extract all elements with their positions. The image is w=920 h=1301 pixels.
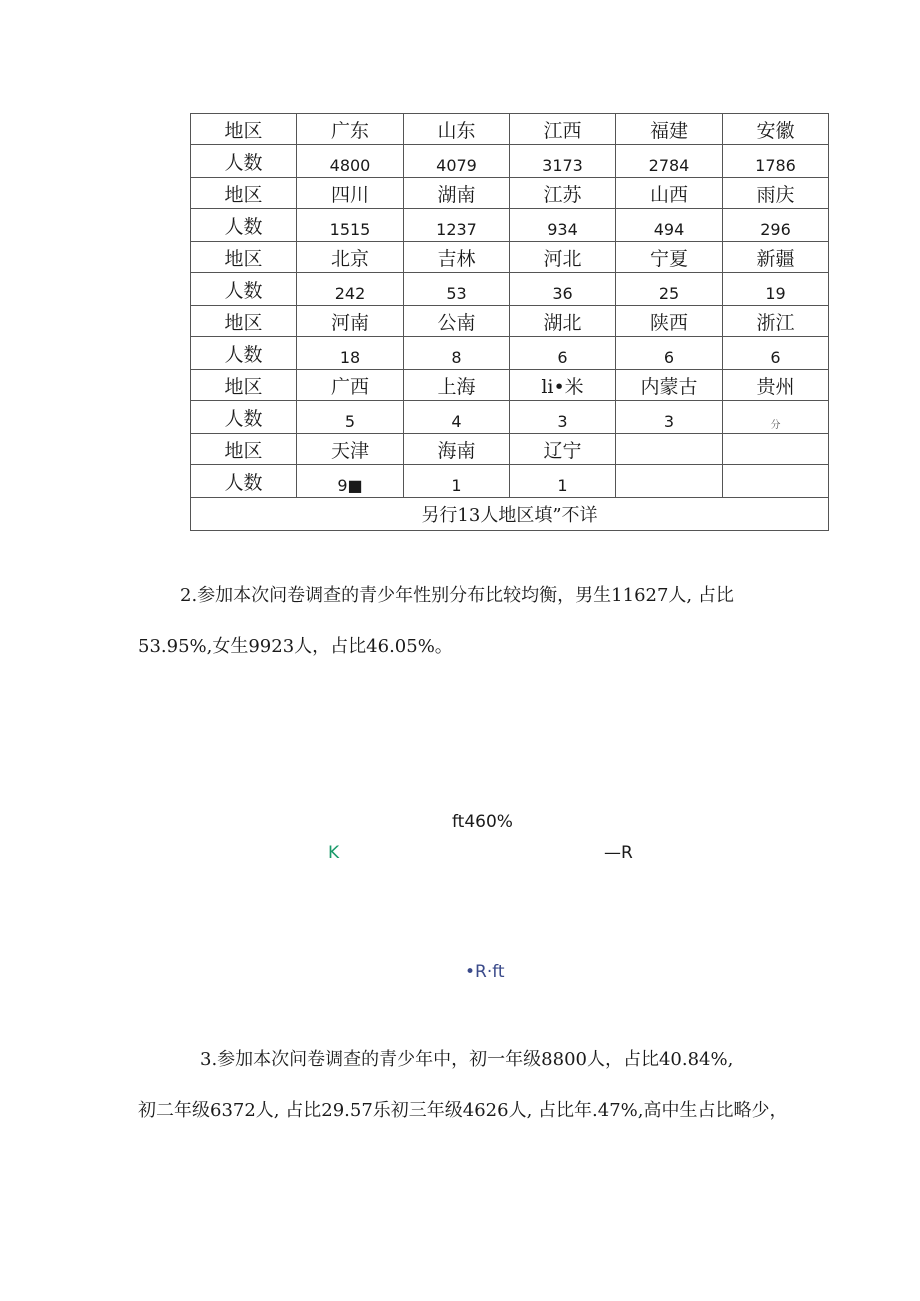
region-count-cell — [616, 465, 723, 498]
region-name-cell: 江苏 — [510, 178, 616, 209]
region-name-cell: 北京 — [297, 242, 404, 273]
region-name-cell: 吉林 — [404, 242, 510, 273]
region-name-cell: 上海 — [404, 370, 510, 401]
count-header-cell: 人数 — [191, 337, 297, 370]
region-header-cell: 地区 — [191, 178, 297, 209]
count-header-cell: 人数 — [191, 465, 297, 498]
region-count-cell: 分 — [723, 401, 829, 434]
region-count-cell — [723, 465, 829, 498]
region-header-cell: 地区 — [191, 370, 297, 401]
region-count-cell: 6 — [616, 337, 723, 370]
region-name-cell: li•米 — [510, 370, 616, 401]
count-header-cell: 人数 — [191, 209, 297, 242]
region-count-cell: 242 — [297, 273, 404, 306]
region-count-cell: 6 — [510, 337, 616, 370]
table-row — [191, 370, 829, 401]
paragraph-2-line-2: 53.95%,女生9923人，占比46.05%。 — [138, 636, 453, 657]
region-count-cell: 3173 — [510, 145, 616, 178]
region-count-cell: 36 — [510, 273, 616, 306]
paragraph-3-line-1: 3.参加本次问卷调查的青少年中，初一年级8800人，占比40.84%, — [200, 1049, 734, 1070]
paragraph-3-line-2: 初二年级6372人, 占比29.57乐初三年级4626人, 占比年.47%,高中生占比略少， — [138, 1100, 788, 1121]
region-name-cell: 贵州 — [723, 370, 829, 401]
region-count-cell: 494 — [616, 209, 723, 242]
region-header-cell: 地区 — [191, 434, 297, 465]
region-count-cell: 6 — [723, 337, 829, 370]
region-count-cell: 9■ — [297, 465, 404, 498]
region-name-cell: 福建 — [616, 114, 723, 145]
region-name-cell: 广东 — [297, 114, 404, 145]
region-count-cell: 1 — [404, 465, 510, 498]
region-name-cell: 江西 — [510, 114, 616, 145]
region-count-cell: 18 — [297, 337, 404, 370]
region-name-cell — [723, 434, 829, 465]
chart-label-top: ft460% — [452, 812, 513, 832]
region-name-cell: 山东 — [404, 114, 510, 145]
region-name-cell: 公南 — [404, 306, 510, 337]
table-row — [191, 337, 829, 370]
region-count-cell: 53 — [404, 273, 510, 306]
region-header-cell: 地区 — [191, 306, 297, 337]
region-name-cell: 天津 — [297, 434, 404, 465]
region-count-cell: 3 — [616, 401, 723, 434]
region-table-body — [191, 114, 829, 531]
chart-label-right: —R — [604, 843, 633, 863]
table-note: 另行13人地区填”不详 — [191, 498, 829, 531]
table-row — [191, 145, 829, 178]
region-name-cell: 新疆 — [723, 242, 829, 273]
region-name-cell: 河南 — [297, 306, 404, 337]
region-count-cell: 1786 — [723, 145, 829, 178]
region-name-cell: 广西 — [297, 370, 404, 401]
region-count-cell: 5 — [297, 401, 404, 434]
region-name-cell: 湖北 — [510, 306, 616, 337]
chart-label-bottom: •R·ft — [465, 962, 505, 982]
table-row — [191, 209, 829, 242]
region-table — [190, 113, 829, 531]
region-count-cell: 3 — [510, 401, 616, 434]
region-name-cell: 四川 — [297, 178, 404, 209]
table-row — [191, 178, 829, 209]
table-row — [191, 273, 829, 306]
region-name-cell: 湖南 — [404, 178, 510, 209]
table-row — [191, 306, 829, 337]
table-row — [191, 242, 829, 273]
region-name-cell: 安徽 — [723, 114, 829, 145]
region-count-cell: 25 — [616, 273, 723, 306]
paragraph-2-line-1: 2.参加本次问卷调查的青少年性别分布比较均衡，男生11627人, 占比 — [180, 585, 734, 606]
region-count-cell: 8 — [404, 337, 510, 370]
region-count-cell: 296 — [723, 209, 829, 242]
count-header-cell: 人数 — [191, 401, 297, 434]
region-count-cell: 4800 — [297, 145, 404, 178]
region-name-cell: 山西 — [616, 178, 723, 209]
region-name-cell: 浙江 — [723, 306, 829, 337]
table-row — [191, 465, 829, 498]
region-name-cell: 陕西 — [616, 306, 723, 337]
region-name-cell — [616, 434, 723, 465]
region-header-cell: 地区 — [191, 242, 297, 273]
region-count-cell: 4079 — [404, 145, 510, 178]
region-count-cell: 934 — [510, 209, 616, 242]
region-count-cell: 1237 — [404, 209, 510, 242]
region-name-cell: 内蒙古 — [616, 370, 723, 401]
region-count-cell: 1 — [510, 465, 616, 498]
table-note-row — [191, 498, 829, 531]
region-name-cell: 雨庆 — [723, 178, 829, 209]
table-row — [191, 401, 829, 434]
region-count-cell: 4 — [404, 401, 510, 434]
region-name-cell: 辽宁 — [510, 434, 616, 465]
count-header-cell: 人数 — [191, 145, 297, 178]
region-name-cell: 宁夏 — [616, 242, 723, 273]
table-row — [191, 434, 829, 465]
region-name-cell: 河北 — [510, 242, 616, 273]
count-header-cell: 人数 — [191, 273, 297, 306]
region-name-cell: 海南 — [404, 434, 510, 465]
table-row — [191, 114, 829, 145]
region-count-cell: 1515 — [297, 209, 404, 242]
region-header-cell: 地区 — [191, 114, 297, 145]
chart-label-left: K — [328, 843, 340, 863]
region-count-cell: 2784 — [616, 145, 723, 178]
region-count-cell: 19 — [723, 273, 829, 306]
